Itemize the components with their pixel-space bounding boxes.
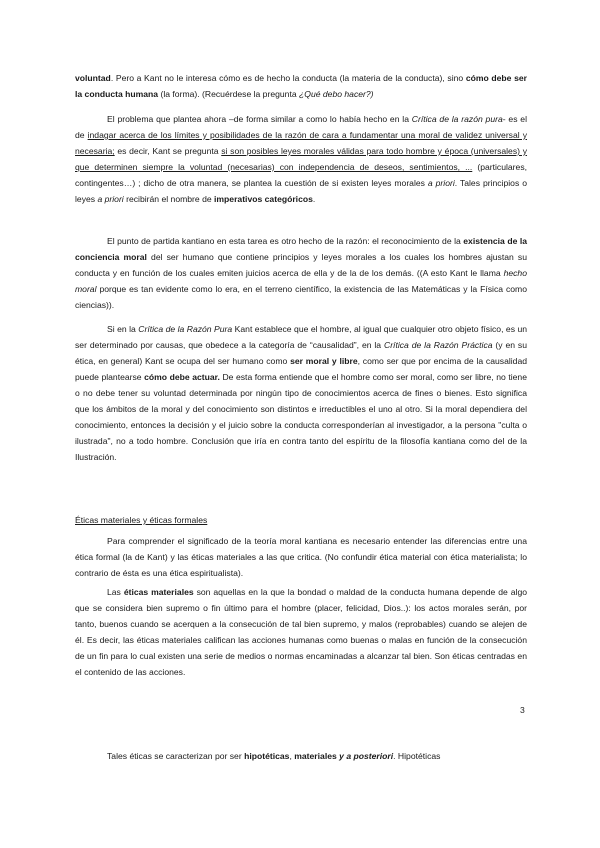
text-run: porque es tan evidente como lo era, en el terreno científico, la existencia de las Matemáticas y la Física como ciencias)).	[75, 284, 527, 310]
paragraph-intro	[75, 70, 527, 102]
text-run: Para comprender el significado de la teoría moral kantiana es necesario entender las diferencias entre una ética formal (la de Kant) y las éticas materiales a las que critica. (No confundir ética material con ética materialista; lo contrario de ésta es una ética espiritualista).	[75, 536, 527, 578]
bold-text: materiales	[294, 751, 337, 761]
italic-text: ¿Qué debo hacer?)	[299, 89, 374, 99]
paragraph-hypothetical	[75, 748, 527, 764]
text-run: ,	[289, 751, 295, 761]
italic-text: a priori	[427, 178, 455, 188]
text-run: - es el de	[75, 114, 527, 140]
underlined-text: si son posibles leyes morales válidas para todo hombre y época (universales) y que determinen siempre la voluntad (necesarias) con independencia de deseos, sentimientos, ...	[75, 146, 528, 172]
text-run: (la forma). (Recuérdese la pregunta	[158, 89, 300, 99]
paragraph-practical-reason	[75, 321, 527, 465]
italic-text: hecho moral	[75, 268, 527, 294]
page-number: 3	[520, 705, 525, 715]
bold-text: cómo debe ser la conducta humana	[75, 73, 527, 99]
text-run: es decir, Kant se pregunta	[114, 146, 222, 156]
bold-text: existencia de la conciencia moral	[75, 236, 527, 262]
text-run: . Pero a Kant no le interesa cómo es de hecho la conducta (la materia de la conducta), sino	[110, 73, 466, 83]
bold-text: imperativos categóricos	[214, 194, 313, 204]
paragraph-material-ethics	[75, 584, 527, 680]
text-run: Kant establece que el hombre, al igual que cualquier otro objeto físico, es un ser determinado por causas, que obedece a la categoría de “causalidad”, en la	[75, 324, 528, 350]
bold-text: hipotéticas	[244, 751, 290, 761]
bold-text: voluntad	[75, 73, 111, 83]
paragraph-comparison	[75, 533, 527, 581]
paragraph-starting-point	[75, 233, 527, 313]
text-run: Si en la	[107, 324, 139, 334]
text-run: El punto de partida kantiano en esta tarea es otro hecho de la razón: el reconocimiento de la	[107, 236, 464, 246]
text-run: . Hipotéticas	[393, 751, 441, 761]
text-run: Tales éticas se caracterizan por ser	[107, 751, 245, 761]
text-run: .	[312, 194, 316, 204]
italic-text: Crítica de la Razón Práctica	[383, 340, 493, 350]
text-run: Las	[107, 587, 124, 597]
bold-text: éticas materiales	[123, 587, 194, 597]
text-run: son aquellas en la que la bondad o maldad de la conducta humana depende de algo que se considera bien supremo o fin último para el hombre (placer, felicidad, Dios..): los actos morales serán, por tanto, buenos cuando se acerquen a la consecución de tal bien supremo, y malos (reprobables) cuando se alejen de él. Es decir, las éticas materiales califican las acciones humanas como buenas o malas en función de la consecución de un fin para lo cual existen una serie de medios o normas encaminadas a alcanzar tal bien. Son éticas centradas en el contenido de las acciones.	[75, 587, 528, 677]
text-run: (y en su ética, en general) Kant se ocupa del ser humano como	[75, 340, 528, 366]
bold-text: ser moral y libre	[290, 356, 358, 366]
text-run: . Tales principios o leyes	[75, 178, 527, 204]
text-run: El problema que plantea ahora –de forma similar a como lo había hecho en la	[107, 114, 412, 124]
bold-text: cómo debe actuar.	[144, 372, 220, 382]
paragraph-problem	[75, 111, 527, 207]
text-run: (particulares, contingentes…) ; dicho de otra manera, se plantea la cuestión de si existen leyes morales	[75, 162, 527, 188]
text-run: De esta forma entiende que el hombre como ser moral, como ser libre, no tiene o no debe tener su voluntad determinada por ningún tipo de conocimientos acerca de fines o bienes. Esto significa que los ámbitos de la moral y del conocimiento son distintos e irreductibles el uno al otro. Si la moral dependiera del conocimiento, entonces la decisión y el juicio sobre la conducta corresponderían al investigador, a la persona "culta o ilustrada", no a todo hombre. Conclusión que iría en contra tanto del espíritu de la filosofía kantiana como del de la Ilustración.	[75, 372, 527, 462]
underlined-text: indagar acerca de los límites y posibilidades de la razón de cara a fundamentar una moral de validez universal y necesaria;	[75, 130, 528, 156]
bold-italic-text: a posteriori	[346, 751, 394, 761]
section-heading: Éticas materiales y éticas formales	[75, 515, 208, 525]
text-run: del ser humano que contiene principios y leyes morales a los cuales los hombres ajustan su conducta y en función de los cuales emiten juicios acerca de ella y de la de los demás. ((A esto Kant le llama	[75, 252, 527, 278]
text-run: recibirán el nombre de	[123, 194, 215, 204]
bold-italic-text: y	[336, 751, 347, 761]
italic-text: Crítica de la Razón Pura	[138, 324, 233, 334]
italic-text: Crítica de la razón pura	[411, 114, 503, 124]
text-run: , como ser que por encima de la causalidad puede plantearse	[75, 356, 527, 382]
italic-text: a priori	[97, 194, 124, 204]
